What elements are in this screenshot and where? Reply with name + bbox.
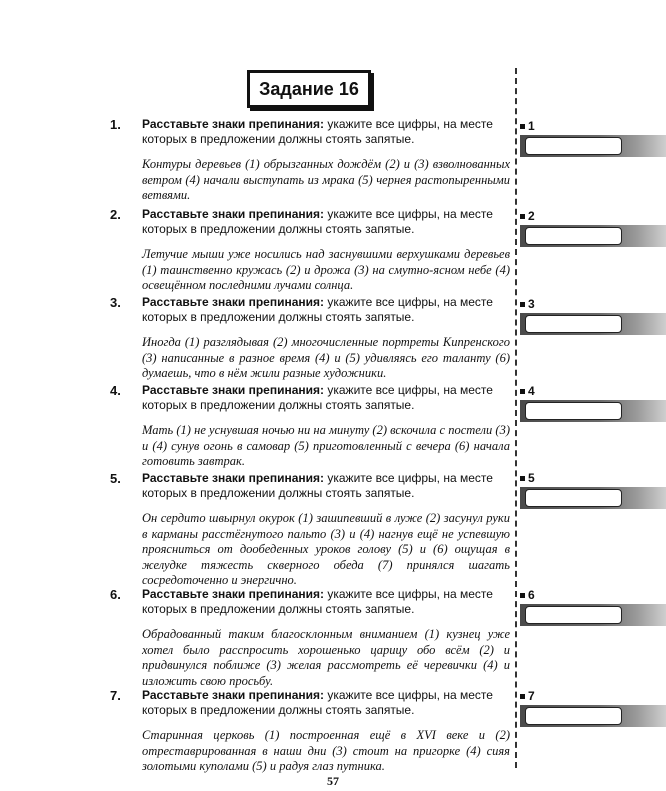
answer-block-1	[520, 119, 666, 155]
instruction-label: Расставьте знаки препинания:	[142, 383, 325, 397]
instruction-text: укажите все цифры, на месте которых в предложении должны стоять запятые.	[142, 207, 493, 236]
task-number: 3.	[110, 295, 121, 310]
task-instruction	[142, 471, 510, 501]
answer-label: 7	[520, 689, 535, 703]
task-sentence: Контуры деревьев (1) обрызганных дождём (2) и (3) взволнованных ветром (4) начали выступать из мрака (5) чернея растопыренными ветвями.	[142, 157, 510, 202]
square-bullet-icon	[520, 694, 525, 699]
task-instruction	[142, 207, 510, 237]
task-2	[110, 207, 510, 294]
task-7	[110, 688, 510, 775]
task-4	[110, 383, 510, 470]
answer-block-6	[520, 588, 666, 624]
answer-label: 3	[520, 297, 535, 311]
task-number: 6.	[110, 587, 121, 602]
instruction-label: Расставьте знаки препинания:	[142, 207, 325, 221]
answer-label: 2	[520, 209, 535, 223]
answer-block-4	[520, 384, 666, 420]
answer-field-4[interactable]	[525, 402, 622, 420]
instruction-label: Расставьте знаки препинания:	[142, 587, 325, 601]
task-1	[110, 117, 510, 204]
answer-field-3[interactable]	[525, 315, 622, 333]
task-instruction	[142, 587, 510, 617]
square-bullet-icon	[520, 214, 525, 219]
task-number: 1.	[110, 117, 121, 132]
answer-field-6[interactable]	[525, 606, 622, 624]
instruction-text: укажите все цифры, на месте которых в предложении должны стоять запятые.	[142, 117, 493, 146]
cut-line	[515, 68, 517, 768]
answer-block-7	[520, 689, 666, 725]
instruction-label: Расставьте знаки препинания:	[142, 471, 325, 485]
task-sentence: Мать (1) не уснувшая ночью ни на минуту (2) вскочила с постели (3) и (4) сунув огонь в самовар (5) приготовленный с вечера (6) начала готовить завтрак.	[142, 423, 510, 468]
instruction-label: Расставьте знаки препинания:	[142, 117, 325, 131]
task-instruction	[142, 688, 510, 718]
task-number: 4.	[110, 383, 121, 398]
square-bullet-icon	[520, 593, 525, 598]
task-sentence: Летучие мыши уже носились над заснувшими верхушками деревьев (1) таинственно кружась (2) и дрожа (3) на смутно-ясном небе (4) освещённом последними лучами солнца.	[142, 247, 510, 292]
task-number: 7.	[110, 688, 121, 703]
page-number: 57	[327, 774, 339, 788]
task-3	[110, 295, 510, 382]
page-title: Задание 16	[247, 70, 371, 108]
answer-field-7[interactable]	[525, 707, 622, 725]
square-bullet-icon	[520, 389, 525, 394]
instruction-text: укажите все цифры, на месте которых в предложении должны стоять запятые.	[142, 587, 493, 616]
task-instruction	[142, 295, 510, 325]
task-number: 5.	[110, 471, 121, 486]
task-sentence: Он сердито швырнул окурок (1) зашипевший в луже (2) засунул руки в карманы расстёгнутого пальто (3) и (4) нагнув ещё не успевшую проясниться от дообеденных уроков голову (5) и (6) ощущая в желудке тяжесть скверного обеда (7) принялся шагать сосредоточенно и энергично.	[142, 511, 510, 587]
instruction-text: укажите все цифры, на месте которых в предложении должны стоять запятые.	[142, 471, 493, 500]
answer-block-3	[520, 297, 666, 333]
instruction-text: укажите все цифры, на месте которых в предложении должны стоять запятые.	[142, 295, 493, 324]
answer-label: 5	[520, 471, 535, 485]
answer-field-1[interactable]	[525, 137, 622, 155]
answer-label: 4	[520, 384, 535, 398]
task-6	[110, 587, 510, 689]
instruction-text: укажите все цифры, на месте которых в предложении должны стоять запятые.	[142, 383, 493, 412]
task-sentence: Старинная церковь (1) построенная ещё в XVI веке и (2) отреставрированная в наши дни (3) стоит на пригорке (4) сияя золотыми куполами (5) и радуя глаз путника.	[142, 728, 510, 773]
task-sentence: Обрадованный таким благосклонным вниманием (1) кузнец уже хотел было расспросить хорошенько царицу обо всём (2) и придвинулся поближе (3) желая рассмотреть её черевички (4) и изложить свою просьбу.	[142, 627, 510, 688]
instruction-label: Расставьте знаки препинания:	[142, 688, 325, 702]
answer-field-2[interactable]	[525, 227, 622, 245]
answer-block-5	[520, 471, 666, 507]
task-5	[110, 471, 510, 589]
task-instruction	[142, 117, 510, 147]
task-instruction	[142, 383, 510, 413]
square-bullet-icon	[520, 124, 525, 129]
square-bullet-icon	[520, 476, 525, 481]
answer-block-2	[520, 209, 666, 245]
answer-field-5[interactable]	[525, 489, 622, 507]
instruction-text: укажите все цифры, на месте которых в предложении должны стоять запятые.	[142, 688, 493, 717]
instruction-label: Расставьте знаки препинания:	[142, 295, 325, 309]
square-bullet-icon	[520, 302, 525, 307]
task-number: 2.	[110, 207, 121, 222]
answer-label: 6	[520, 588, 535, 602]
answer-label: 1	[520, 119, 535, 133]
task-sentence: Иногда (1) разглядывая (2) многочисленные портреты Кипренского (3) написанные в разное время (4) и (5) удивляясь его таланту (6) думаешь, что в нём жили разные художники.	[142, 335, 510, 380]
